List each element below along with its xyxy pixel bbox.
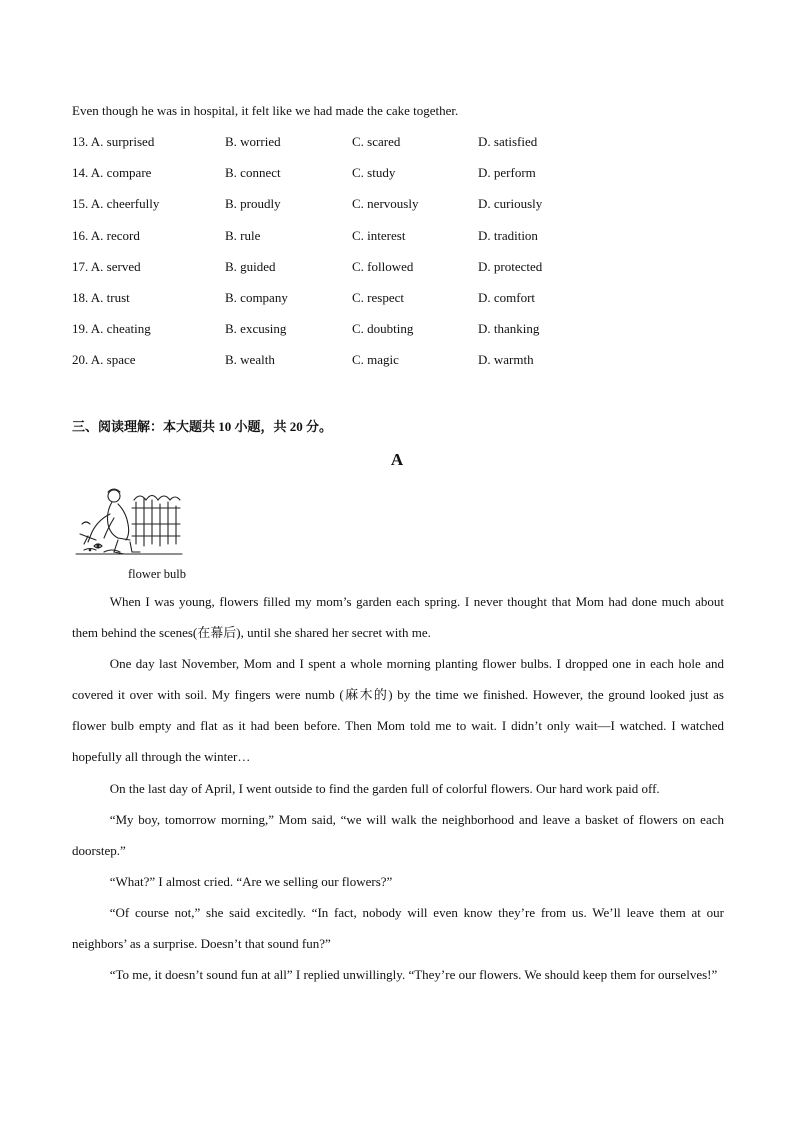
option-c: C. scared xyxy=(352,134,401,149)
option-d: D. comfort xyxy=(478,289,536,305)
paragraph: “My boy, tomorrow morning,” Mom said, “we will walk the neighborhood and leave a basket of flowers on each doorstep.” xyxy=(72,811,724,858)
paragraph: “Of course not,” she said excitedly. “In fact, nobody will even know they’re from us. We’ll leave them at our neighbors’ as a surprise. Doesn’t that sound fun?” xyxy=(72,904,724,952)
question-14-options xyxy=(72,165,732,196)
option-a: 20. A. space xyxy=(72,352,136,368)
option-b: B. worried xyxy=(225,134,281,149)
option-a: 16. A. record xyxy=(72,227,140,243)
paragraph: When I was young, flowers filled my mom’s garden each spring. I never thought that Mom had done much about them behind the scenes(在幕后), until she shared her secret with me. xyxy=(72,594,724,641)
planting-sketch-illustration xyxy=(74,484,184,562)
option-a: 18. A. trust xyxy=(72,289,130,305)
option-c: C. interest xyxy=(352,227,406,243)
option-b: B. proudly xyxy=(225,196,281,212)
option-c: C. magic xyxy=(352,352,399,368)
option-b: B. excusing xyxy=(225,321,287,337)
paragraph: “To me, it doesn’t sound fun at all” I replied unwillingly. “They’re our flowers. We should keep them for ourselves!” xyxy=(109,967,718,983)
option-d: D. thanking xyxy=(478,321,540,337)
paragraph: On the last day of April, I went outside to find the garden full of colorful flowers. Our hard work paid off. xyxy=(109,780,660,796)
illustration-caption: flower bulb xyxy=(128,567,186,581)
option-a: 14. A. compare xyxy=(72,165,152,181)
question-20-options xyxy=(72,352,732,383)
option-b: B. connect xyxy=(225,165,281,181)
intro-line: Even though he was in hospital, it felt like we had made the cake together. xyxy=(72,103,459,118)
question-15-options xyxy=(72,196,732,227)
question-17-options xyxy=(72,259,732,290)
option-b: B. rule xyxy=(225,227,261,243)
option-d: D. protected xyxy=(478,258,543,274)
option-b: B. wealth xyxy=(225,352,275,368)
answer-options xyxy=(72,134,732,384)
section-heading: 三、阅读理解：本大题共 10 小题，共 20 分。 xyxy=(72,419,333,434)
question-19-options xyxy=(72,321,732,352)
option-d: D. warmth xyxy=(478,352,534,368)
paragraph: One day last November, Mom and I spent a whole morning planting flower bulbs. I dropped one in each hole and covered it over with soil. My fingers were numb (麻木的) by the time we finished. However, the ground looked just as flower bulb empty and flat as it had been before. Then Mom told me to wait. I didn’t only wait—I watched. I watched hopefully all through the winter… xyxy=(72,656,724,765)
option-a: 13. A. surprised xyxy=(72,134,155,149)
option-a: 19. A. cheating xyxy=(72,321,151,337)
option-c: C. doubting xyxy=(352,321,414,337)
option-b: B. company xyxy=(225,289,288,305)
reading-passage xyxy=(72,586,724,990)
paragraph: “What?” I almost cried. “Are we selling our flowers?” xyxy=(109,873,393,889)
option-b: B. guided xyxy=(225,258,276,274)
option-c: C. followed xyxy=(352,258,414,274)
option-c: C. respect xyxy=(352,289,404,305)
option-d: D. perform xyxy=(478,165,536,181)
option-a: 17. A. served xyxy=(72,258,141,274)
option-d: D. satisfied xyxy=(478,134,538,149)
option-c: C. nervously xyxy=(352,196,419,212)
option-c: C. study xyxy=(352,165,396,181)
option-d: D. tradition xyxy=(478,227,538,243)
option-a: 15. A. cheerfully xyxy=(72,196,160,212)
question-16-options xyxy=(72,228,732,259)
passage-title: A xyxy=(390,450,404,469)
question-13-options xyxy=(72,134,732,165)
option-d: D. curiously xyxy=(478,196,543,212)
question-18-options xyxy=(72,290,732,321)
